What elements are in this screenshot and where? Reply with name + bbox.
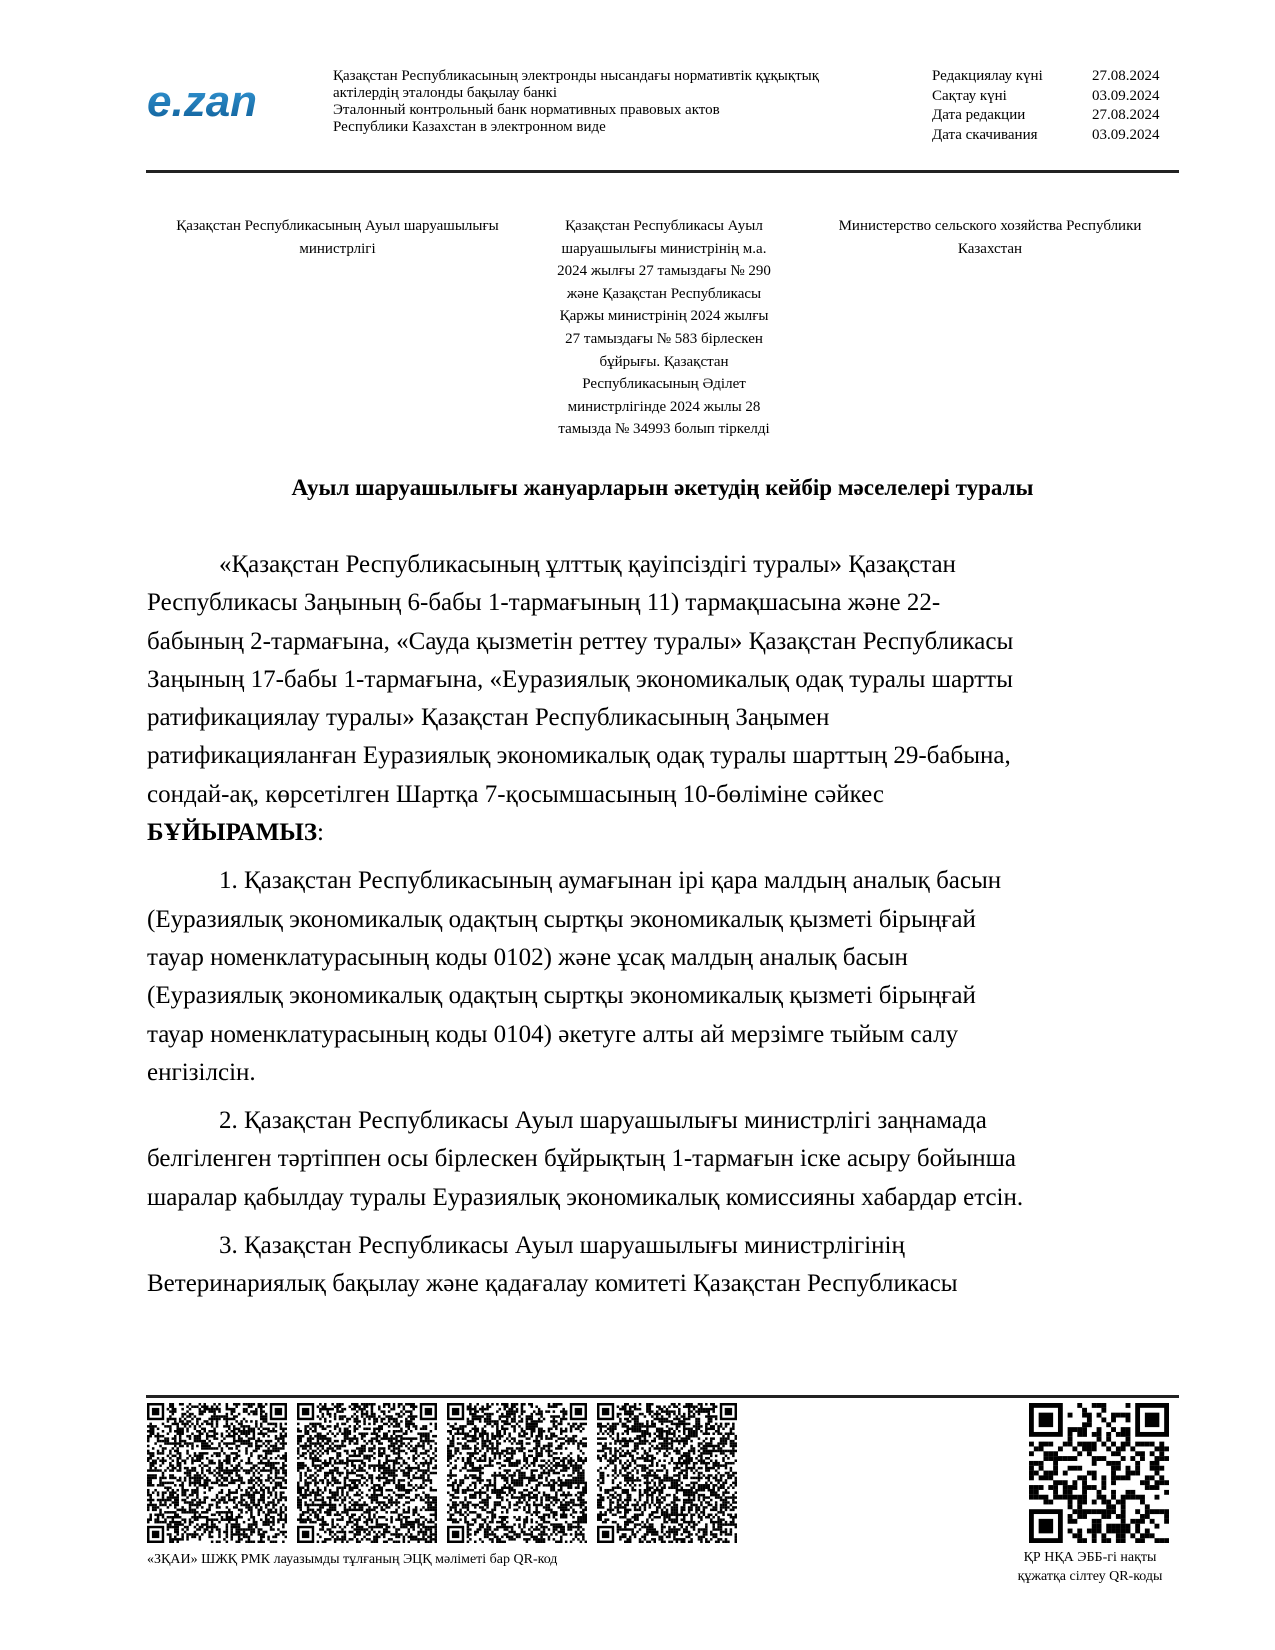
document-body bbox=[147, 546, 1182, 1304]
bank-line: Қазақстан Республикасының электронды нысандағы нормативтік құқықтық bbox=[333, 68, 820, 84]
signature-qr-code bbox=[597, 1403, 737, 1543]
footer-divider bbox=[146, 1395, 1179, 1398]
text-line: Ветеринариялық бақылау және қадағалау комитеті Қазақстан Республикасы bbox=[147, 1270, 958, 1298]
meta-label: Редакциялау күні bbox=[932, 68, 1043, 84]
meta-row bbox=[932, 67, 1160, 87]
text-line: Республикасы Заңының 6-бабы 1-тармағының 11) тармақшасына және 22- bbox=[147, 589, 941, 617]
ministry-name-kazakh bbox=[150, 215, 525, 260]
column-line: Республикасының Әділет bbox=[582, 376, 746, 393]
bank-line: Эталонный контрольный банк нормативных правовых актов bbox=[333, 102, 720, 118]
bank-description bbox=[333, 68, 893, 136]
text-line: ратификациялау туралы» Қазақстан Республикасының Заңымен bbox=[147, 704, 830, 732]
text-line: (Еуразиялық экономикалық одақтың сыртқы экономикалық қызметі бірыңғай bbox=[147, 982, 976, 1010]
text-line: ратификацияланған Еуразиялық экономикалық одақ туралы шарттың 29-бабына, bbox=[147, 742, 1011, 770]
text-line: Заңының 17-бабы 1-тармағына, «Еуразиялық экономикалық одақ туралы шартты bbox=[147, 665, 1013, 693]
column-line: министрлігі bbox=[299, 240, 376, 257]
text-line: тауар номенклатурасының коды 0102) және ұсақ малдың аналық басын bbox=[147, 943, 908, 971]
order-colon: : bbox=[317, 819, 324, 847]
column-line: министрлігінде 2024 жылы 28 bbox=[567, 398, 761, 415]
column-line: 2024 жылғы 27 тамыздағы № 290 bbox=[557, 263, 771, 280]
column-line: 27 тамыздағы № 583 бірлескен bbox=[565, 330, 763, 347]
document-link-qr-caption bbox=[990, 1548, 1190, 1586]
order-word: БҰЙЫРАМЫЗ bbox=[147, 819, 318, 847]
signature-qr-code bbox=[447, 1403, 587, 1543]
meta-label: Дата скачивания bbox=[932, 126, 1038, 143]
meta-value: 03.09.2024 bbox=[1092, 87, 1160, 104]
text-line: 2. Қазақстан Республикасы Ауыл шаруашылығы министрлігі заңнамада bbox=[219, 1107, 987, 1135]
meta-row bbox=[932, 106, 1160, 126]
meta-value: 27.08.2024 bbox=[1092, 107, 1160, 123]
bank-line: Республики Казахстан в электронном виде bbox=[333, 119, 606, 135]
preamble-paragraph bbox=[147, 546, 1182, 852]
logo-text: e.zan bbox=[147, 77, 258, 126]
ezan-logo bbox=[147, 72, 297, 130]
column-line: және Қазақстан Республикасы bbox=[566, 285, 762, 302]
text-line: шаралар қабылдау туралы Еуразиялық экономикалық комиссияны хабардар етсін. bbox=[147, 1183, 1024, 1211]
document-title: Ауыл шаруашылығы жануарларын әкетудің кейбір мәселелері туралы bbox=[291, 475, 1034, 500]
registration-note bbox=[530, 215, 798, 441]
item-paragraph bbox=[147, 1227, 1182, 1304]
item-paragraph bbox=[147, 862, 1182, 1092]
text-line: 1. Қазақстан Республикасының аумағынан ірі қара малдың аналық басын bbox=[219, 867, 1002, 895]
header-divider bbox=[146, 170, 1179, 173]
column-line: Қаржы министрінің 2024 жылғы bbox=[559, 308, 769, 325]
meta-label: Дата редакции bbox=[932, 107, 1026, 123]
signature-qr-caption: «ЗҚАИ» ШЖҚ РМК лауазымды тұлғаның ЭЦҚ мәліметі бар QR-код bbox=[147, 1552, 558, 1567]
meta-label: Сақтау күні bbox=[932, 87, 1007, 104]
column-line: Қазақстан Республикасының Ауыл шаруашылығы bbox=[176, 218, 499, 234]
text-line: (Еуразиялық экономикалық одақтың сыртқы экономикалық қызметі бірыңғай bbox=[147, 905, 976, 933]
item-paragraph bbox=[147, 1102, 1182, 1217]
order-line bbox=[147, 814, 1182, 852]
meta-value: 27.08.2024 bbox=[1092, 68, 1160, 84]
column-line: тамызда № 34993 болып тіркелді bbox=[558, 421, 770, 438]
text-line: сондай-ақ, көрсетілген Шартқа 7-қосымшасының 10-бөліміне сәйкес bbox=[147, 780, 884, 808]
text-line: тауар номенклатурасының коды 0104) әкетуге алты ай мерзімге тыйым салу bbox=[147, 1020, 959, 1048]
meta-row bbox=[932, 126, 1160, 146]
column-line: шаруашылығы министрінің м.а. bbox=[561, 240, 767, 257]
caption-line: құжатқа сілтеу QR-коды bbox=[1017, 1569, 1163, 1584]
signature-qr-code bbox=[147, 1403, 287, 1543]
column-line: бұйрығы. Қазақстан bbox=[599, 353, 729, 370]
text-line: белгіленген тәртіппен осы бірлескен бұйрықтың 1-тармағын іске асыру бойынша bbox=[147, 1145, 1016, 1173]
column-line: Казахстан bbox=[957, 240, 1023, 257]
meta-value: 03.09.2024 bbox=[1092, 126, 1160, 143]
ministry-name-russian bbox=[810, 215, 1170, 260]
bank-line: актілердің эталонды бақылау банкі bbox=[333, 85, 557, 101]
caption-line: ҚР НҚА ЭББ-гі нақты bbox=[1023, 1550, 1157, 1565]
meta-row bbox=[932, 87, 1160, 107]
text-line: енгізілсін. bbox=[147, 1058, 256, 1086]
column-line: Министерство сельского хозяйства Республики bbox=[838, 218, 1142, 234]
column-line: Қазақстан Республикасы Ауыл bbox=[565, 218, 763, 234]
text-line: «Қазақстан Республикасының ұлттық қауіпсіздігі туралы» Қазақстан bbox=[219, 551, 956, 578]
text-line: 3. Қазақстан Республикасы Ауыл шаруашылығы министрлігінің bbox=[219, 1232, 905, 1260]
document-link-qr-code[interactable] bbox=[1029, 1403, 1169, 1543]
signature-qr-code bbox=[297, 1403, 437, 1543]
text-line: бабының 2-тармағына, «Сауда қызметін реттеу туралы» Қазақстан Республикасы bbox=[147, 627, 1014, 655]
document-dates bbox=[932, 67, 1160, 145]
